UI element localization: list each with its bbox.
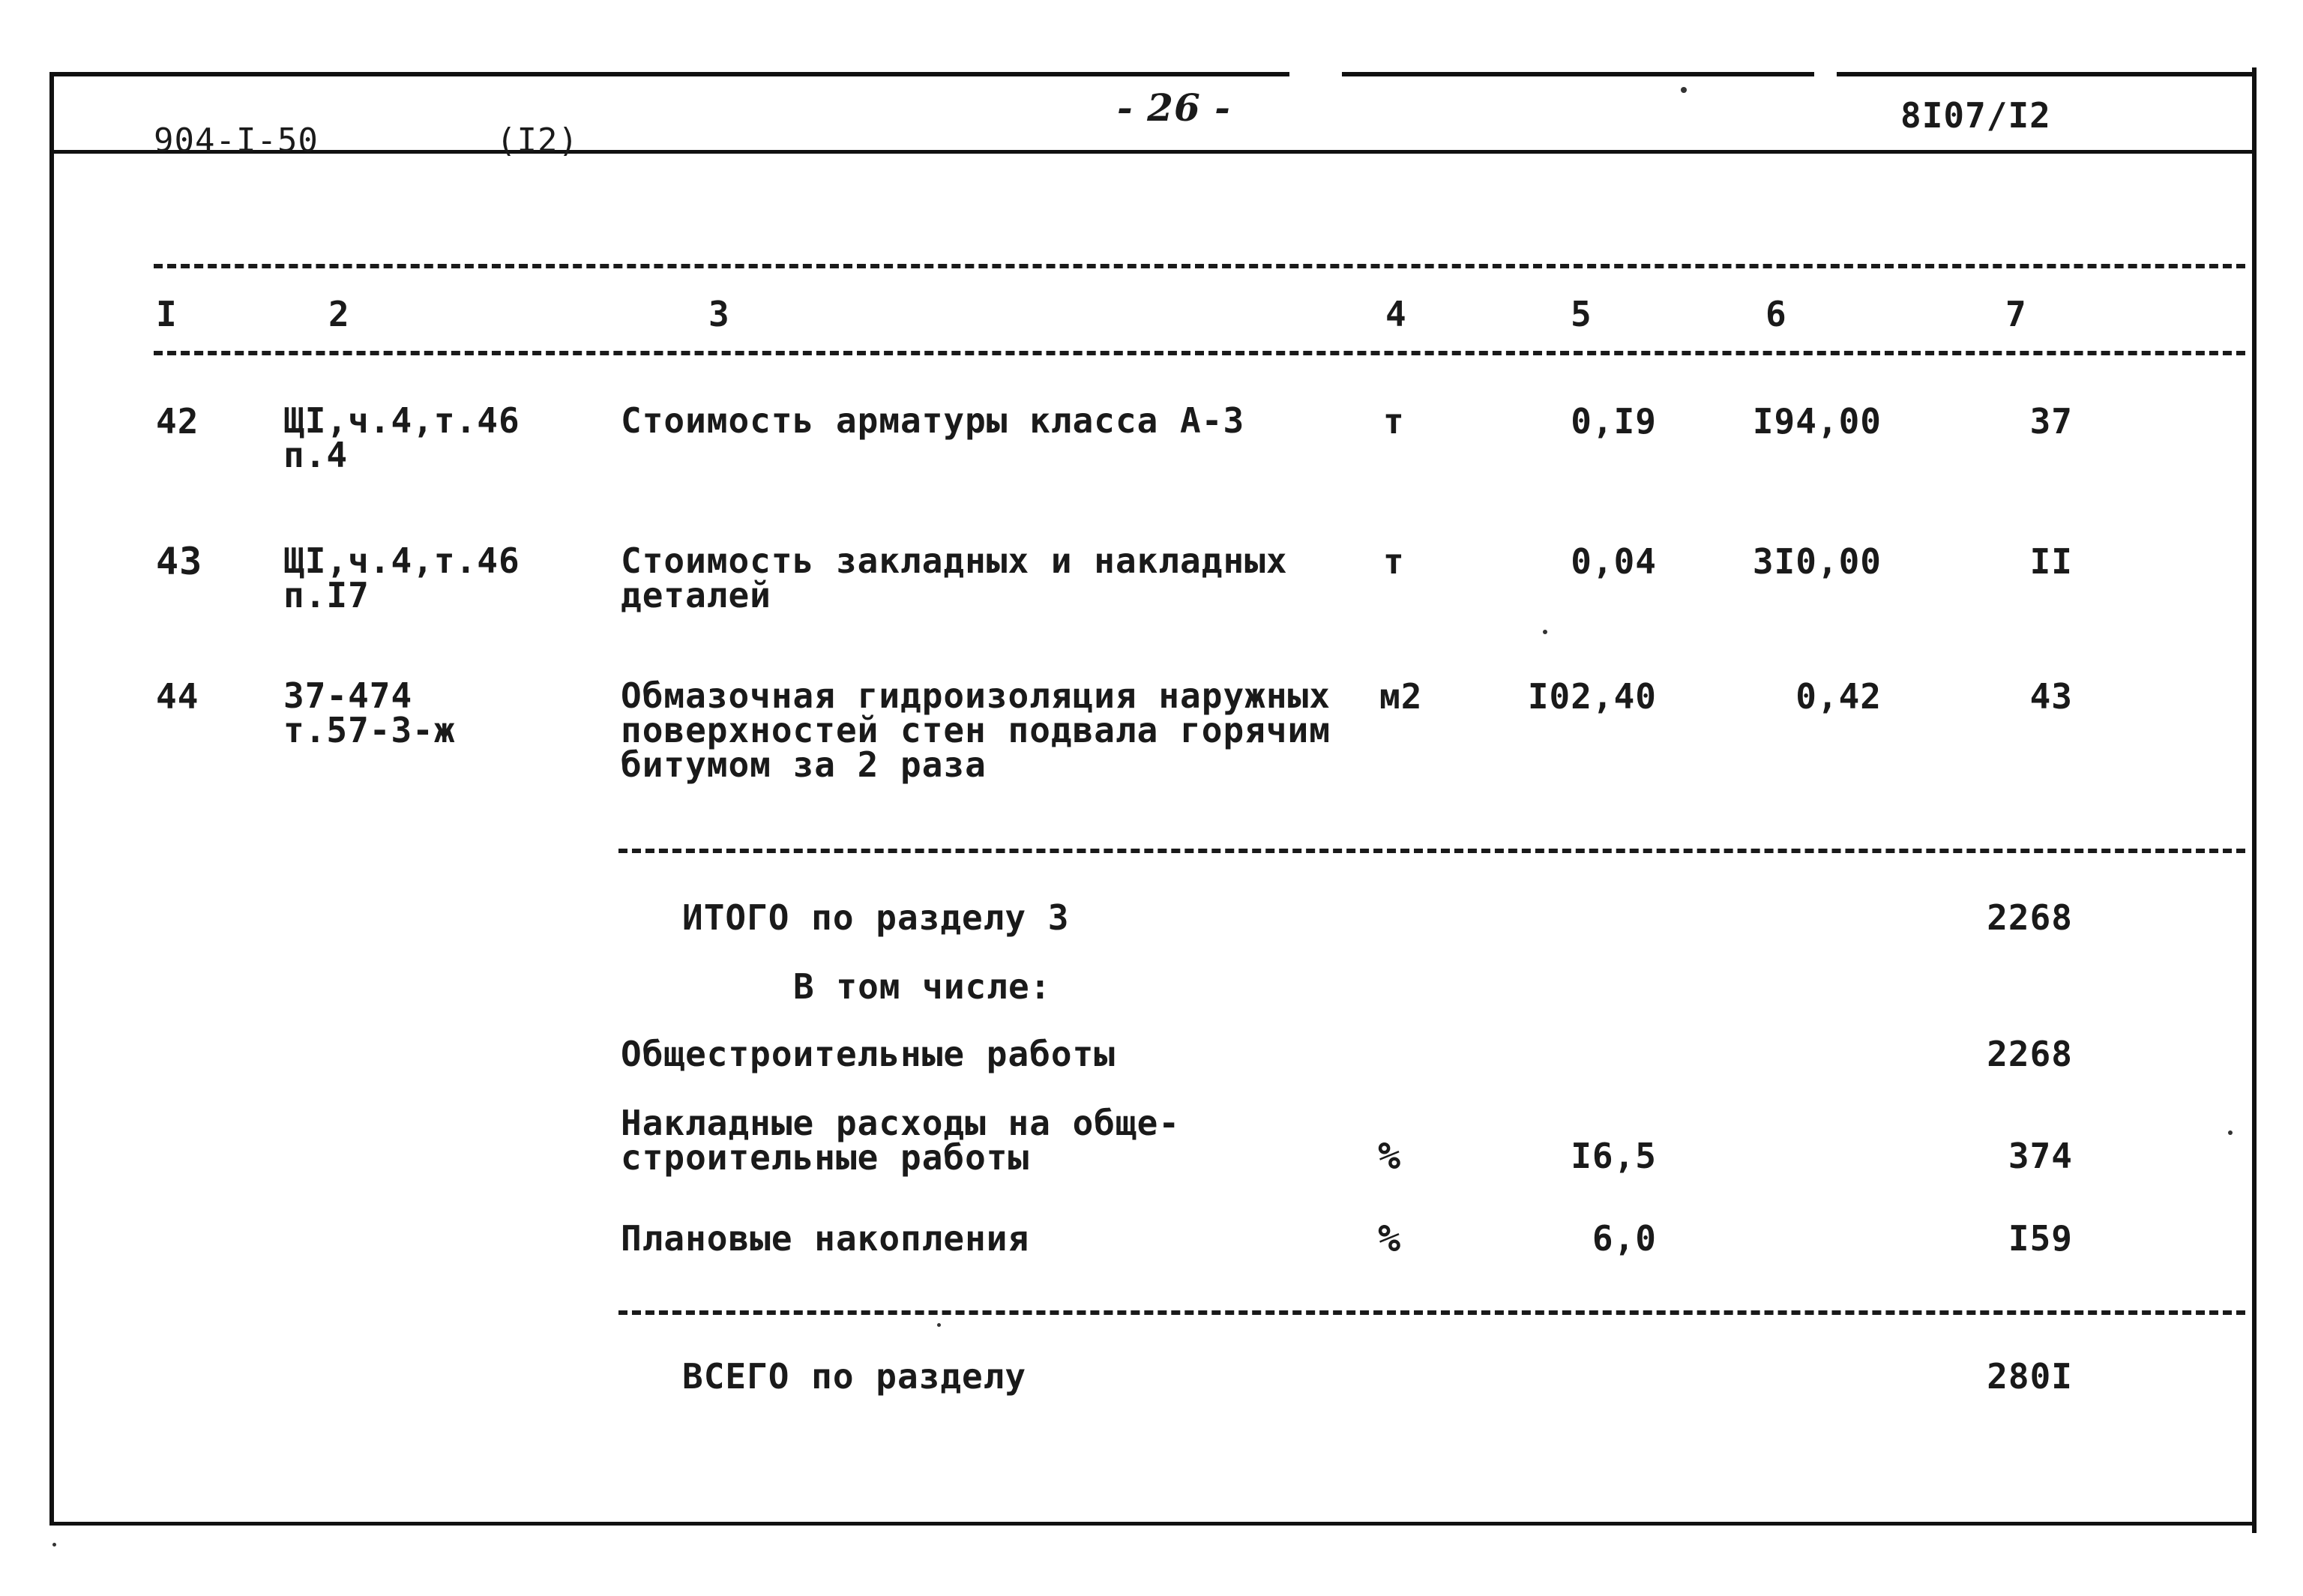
row-44-total: 43 [2029, 676, 2073, 717]
row-42-total: 37 [2029, 401, 2073, 442]
row-44-price: 0,42 [1795, 676, 1882, 717]
row-43-number: 43 [156, 540, 203, 583]
project-code: 904-I-50 [154, 121, 319, 160]
row-43-total: II [2029, 541, 2073, 582]
general-works-label: Общестроительные работы [621, 1034, 1116, 1074]
row-43-price: 3I0,00 [1752, 541, 1882, 582]
frame-top-border [49, 72, 2257, 76]
row-44-description: Обмазочная гидроизоляция наружных поверхностей стен подвала горячим битумом за 2 раза [621, 675, 1331, 785]
row-44-reference: 37-474 т.57-3-ж [283, 675, 456, 750]
planned-savings-total: I59 [2008, 1218, 2073, 1259]
overhead-rate: I6,5 [1571, 1136, 1657, 1176]
itogo-label: ИТОГО по разделу 3 [682, 897, 1070, 938]
frame-top-gap [1814, 67, 1837, 79]
vsego-total: 280I [1987, 1356, 2073, 1397]
summary-dashed-rule [618, 849, 2245, 853]
row-42-price: I94,00 [1752, 401, 1882, 442]
itogo-total: 2268 [1987, 897, 2073, 938]
ink-dot [1543, 630, 1547, 634]
album-number: (I2) [496, 121, 579, 160]
frame-left-border [49, 75, 54, 1526]
column-header-5: 5 [1571, 294, 1592, 334]
row-43-description: Стоимость закладных и накладных деталей [621, 540, 1288, 615]
row-42-number: 42 [156, 401, 199, 442]
row-43-quantity: 0,04 [1571, 541, 1657, 582]
column-header-4: 4 [1385, 294, 1407, 334]
table-header-dashed-rule [154, 351, 2245, 355]
column-header-7: 7 [2005, 294, 2027, 334]
overhead-label: Накладные расходы на обще- строительные работы [621, 1103, 1181, 1178]
frame-bottom-border [49, 1522, 2257, 1526]
ink-dot [2228, 1130, 2233, 1135]
planned-savings-rate: 6,0 [1592, 1218, 1657, 1259]
column-header-3: 3 [708, 294, 730, 334]
ink-dot [1681, 87, 1687, 93]
total-dashed-rule [618, 1310, 2245, 1315]
row-43-reference: ЩI,ч.4,т.46 п.I7 [283, 540, 520, 615]
page-number: - 26 - [1117, 85, 1231, 130]
vsego-label: ВСЕГО по разделу [682, 1356, 1027, 1397]
overhead-unit: % [1378, 1134, 1402, 1178]
document-number: 8I07/I2 [1900, 95, 2051, 136]
frame-top-gap [1289, 67, 1342, 79]
planned-savings-label: Плановые накопления [621, 1218, 1030, 1259]
row-42-reference: ЩI,ч.4,т.46 п.4 [283, 400, 520, 475]
row-44-quantity: I02,40 [1527, 676, 1657, 717]
row-42-quantity: 0,I9 [1571, 401, 1657, 442]
header-divider [54, 150, 2252, 154]
column-header-1: I [156, 294, 178, 334]
planned-savings-unit: % [1378, 1217, 1402, 1260]
row-43-unit: т [1383, 541, 1405, 582]
ink-dot [937, 1323, 941, 1327]
table-top-dashed-rule [154, 264, 2245, 268]
row-44-number: 44 [156, 676, 199, 717]
ink-dot [52, 1543, 56, 1547]
overhead-total: 374 [2008, 1136, 2073, 1176]
row-44-unit: м2 [1379, 676, 1423, 717]
including-label: В том числе: [793, 966, 1052, 1007]
column-header-6: 6 [1765, 294, 1787, 334]
frame-right-border [2252, 67, 2257, 1533]
column-header-2: 2 [328, 294, 350, 334]
row-42-description: Стоимость арматуры класса А-3 [621, 400, 1245, 441]
row-42-unit: т [1383, 401, 1405, 442]
general-works-total: 2268 [1987, 1034, 2073, 1074]
